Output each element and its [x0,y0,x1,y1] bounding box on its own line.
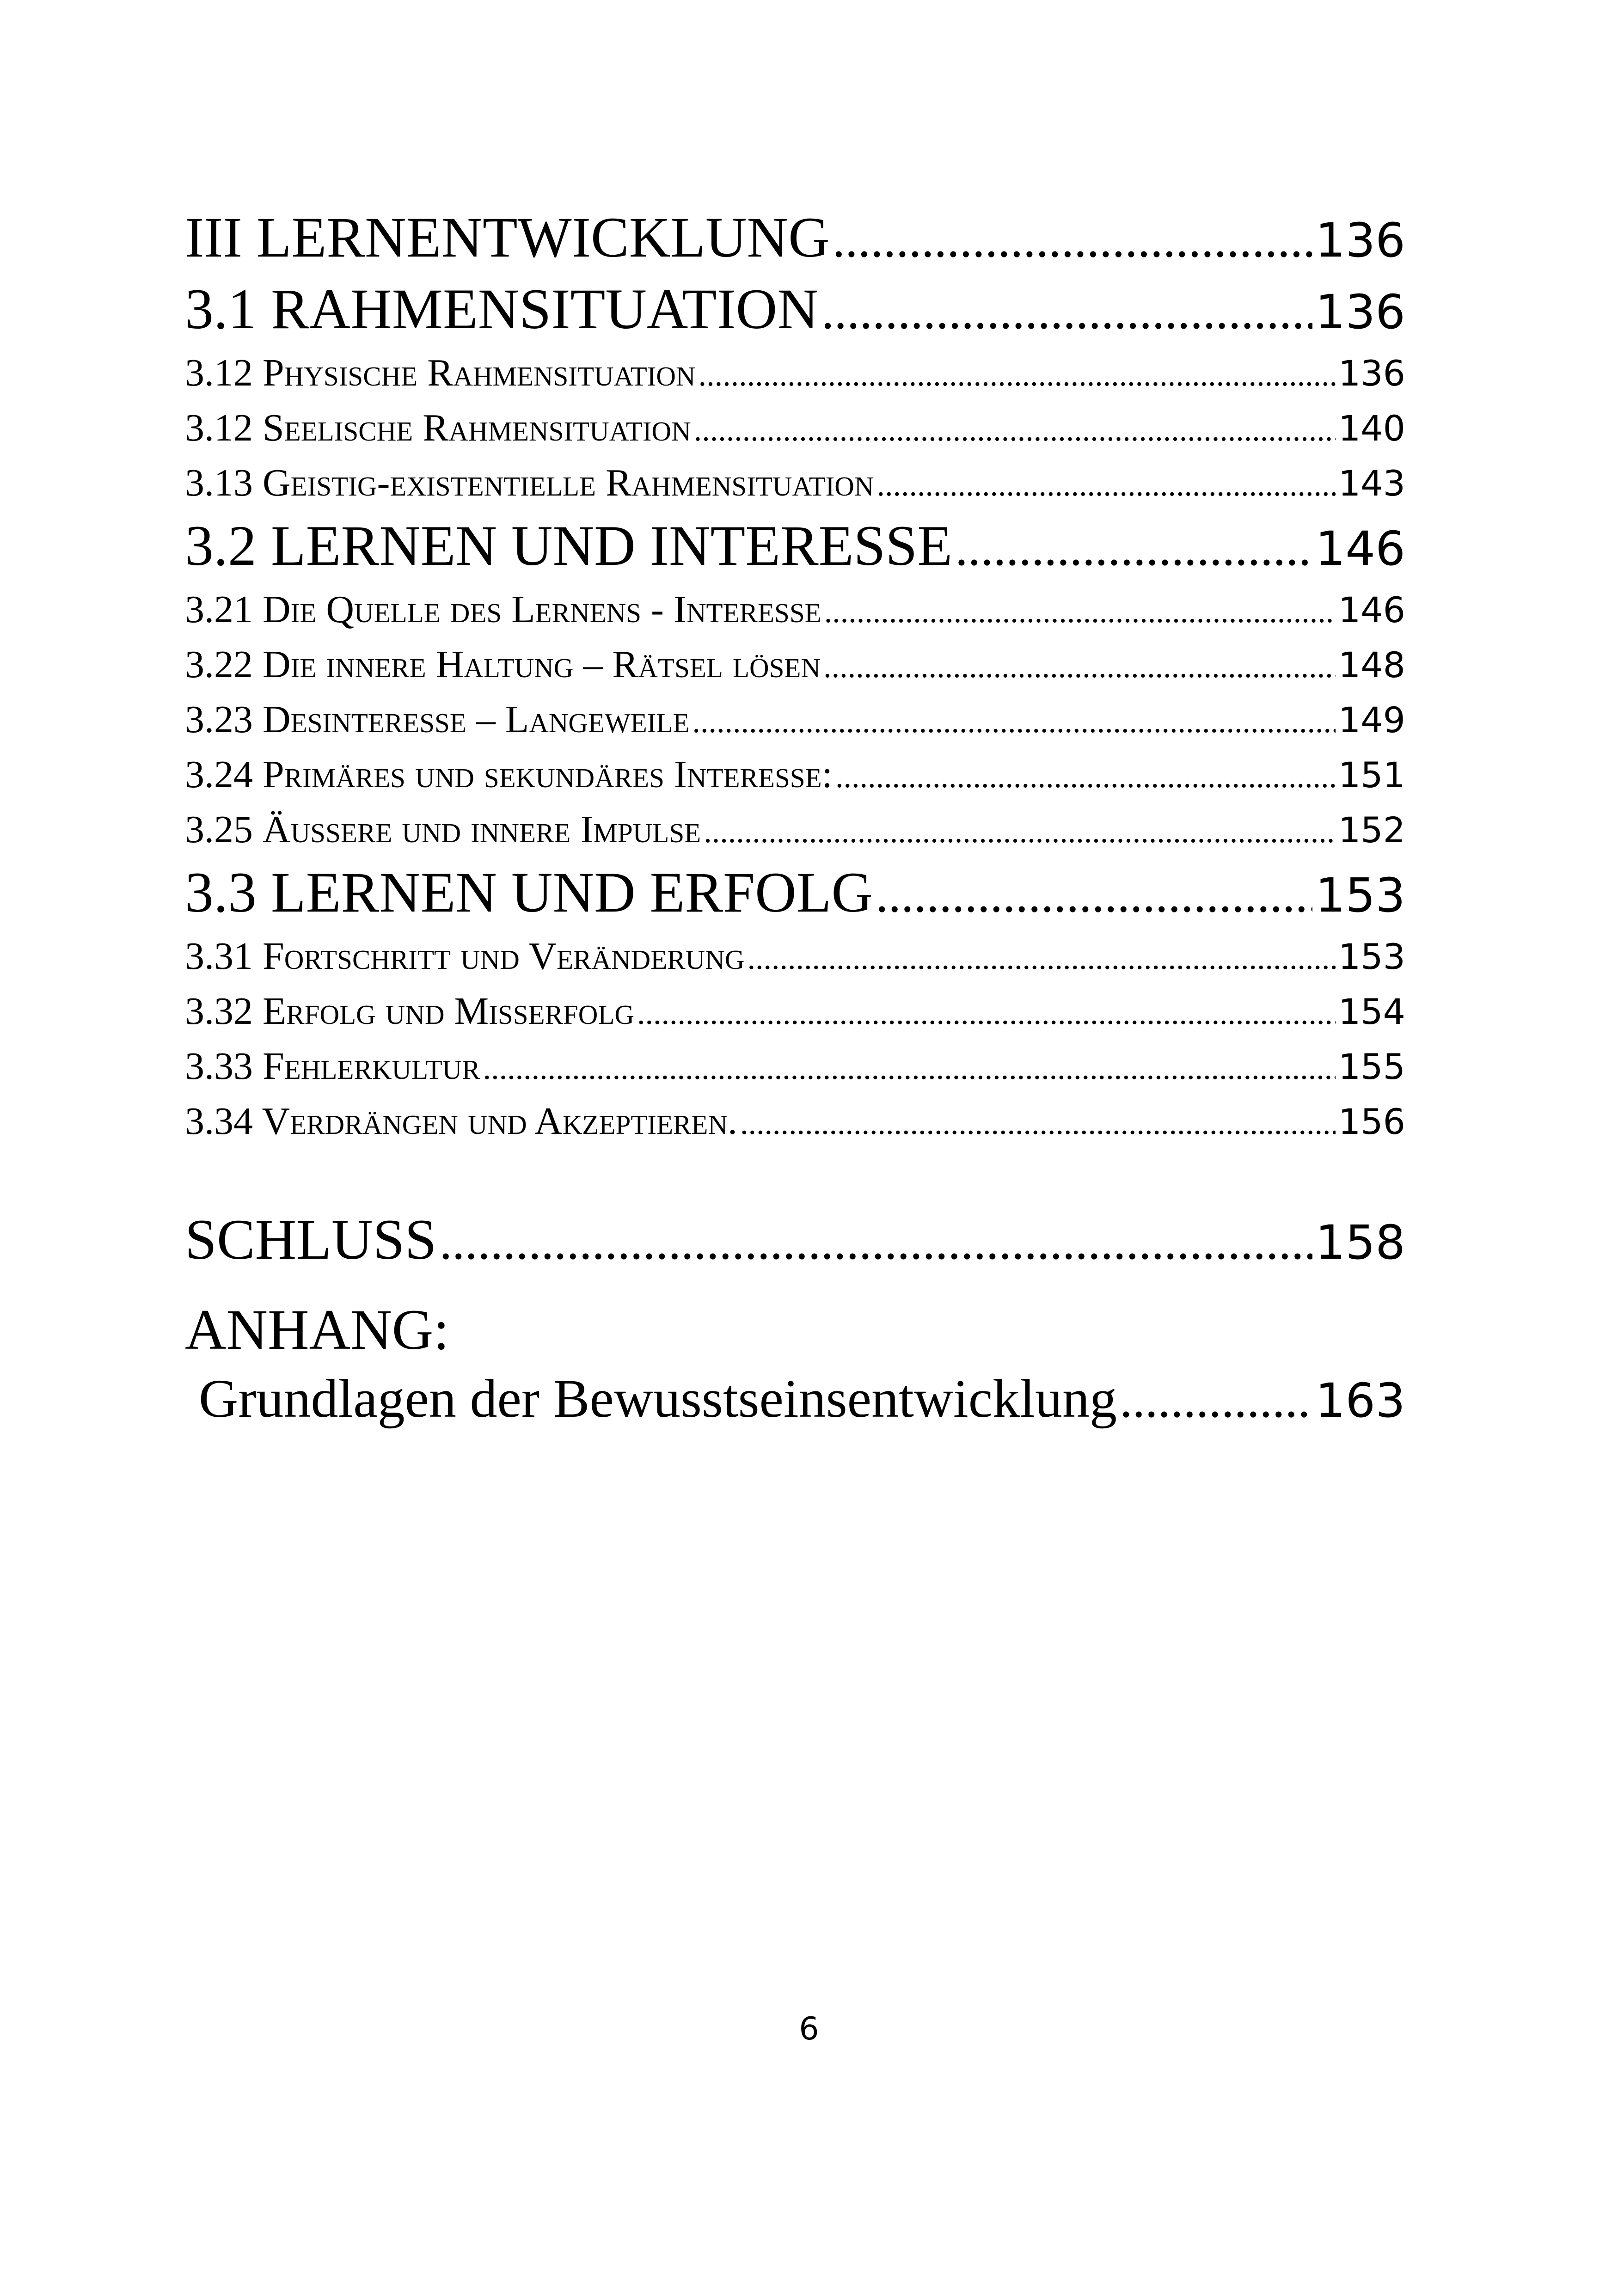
toc-entry-page: 163 [1315,1373,1405,1428]
toc-entry-page: 155 [1338,1046,1405,1087]
dot-leader [877,459,1336,512]
dot-leader [823,641,1336,693]
toc-entry-subsection[interactable] [185,402,1405,457]
toc-entry-label: 3.3 LERNEN UND ERFOLG [185,861,873,924]
toc-entry-label: 3.33 Fehlerkultur [185,1045,480,1088]
toc-entry-label: III LERNENTWICKLUNG [185,206,830,269]
dot-leader [876,860,1312,929]
toc-entry-section-3-1[interactable] [185,275,1405,347]
toc-entry-anhang[interactable] [185,1364,1405,1436]
toc-entry-label: 3.31 Fortschritt und Veränderung [185,935,745,978]
dot-leader [694,404,1336,457]
toc-entry-label: 3.1 RAHMENSITUATION [185,277,819,341]
toc-entry-label: SCHLUSS [185,1208,437,1271]
toc-entry-page: 156 [1338,1101,1405,1142]
toc-entry-subsection[interactable] [185,803,1405,858]
toc-entry-label: Grundlagen der Bewusstseinsentwicklung [199,1368,1117,1429]
toc-entry-subsection[interactable] [185,748,1405,803]
dot-leader [1120,1365,1312,1434]
dot-leader [693,696,1336,748]
toc-entry-page: 140 [1338,408,1405,449]
toc-entry-page: 146 [1338,589,1405,631]
toc-entry-page: 136 [1315,213,1405,268]
toc-entry-label: 3.34 Verdrängen und Akzeptieren. [185,1100,738,1143]
toc-entry-page: 154 [1338,991,1405,1032]
toc-entry-label: 3.23 Desinteresse – Langeweile [185,698,690,741]
toc-entry-subsection[interactable] [185,693,1405,748]
toc-entry-label: 3.22 Die innere Haltung – Rätsel lösen [185,643,821,686]
toc-entry-subsection[interactable] [185,638,1405,693]
toc-entry-page: 143 [1338,463,1405,504]
toc-entry-chapter-3[interactable] [185,203,1405,275]
dot-leader [699,349,1336,402]
toc-entry-page: 148 [1338,644,1405,686]
toc-entry-subsection[interactable] [185,347,1405,402]
toc-entry-label: 3.25 Äussere und innere Impulse [185,808,701,851]
dot-leader [833,205,1313,274]
toc-entry-schluss[interactable] [185,1206,1405,1277]
table-of-contents [185,203,1405,1436]
toc-entry-page: 146 [1315,521,1405,576]
toc-entry-label: 3.12 Seelische Rahmensituation [185,406,691,449]
toc-entry-section-3-2[interactable] [185,512,1405,583]
dot-leader [740,1097,1336,1150]
toc-entry-page: 153 [1338,936,1405,977]
dot-leader [955,514,1312,582]
dot-leader [821,277,1312,345]
dot-leader [824,586,1336,638]
page-number: 6 [799,2011,819,2047]
dot-leader [483,1042,1336,1095]
dot-leader [704,806,1336,858]
dot-leader [747,932,1336,985]
toc-entry-page: 158 [1315,1215,1405,1270]
toc-entry-subsection[interactable] [185,457,1405,512]
toc-entry-subsection[interactable] [185,583,1405,638]
toc-entry-subsection[interactable] [185,985,1405,1040]
toc-entry-section-3-3[interactable] [185,858,1405,930]
toc-entry-subsection[interactable] [185,1095,1405,1150]
anhang-heading: ANHANG: [185,1298,449,1361]
toc-entry-label: 3.2 LERNEN UND INTERESSE [185,514,953,577]
dot-leader [835,751,1336,803]
toc-entry-label: 3.32 Erfolg und Misserfolg [185,990,634,1033]
toc-entry-label: 3.21 Die Quelle des Lernens - Interesse [185,588,821,631]
toc-entry-subsection[interactable] [185,1040,1405,1095]
toc-entry-page: 153 [1315,868,1405,923]
dot-leader [439,1207,1312,1276]
toc-entry-page: 152 [1338,809,1405,851]
toc-entry-label: 3.24 Primäres und sekundäres Interesse: [185,753,833,796]
toc-entry-page: 136 [1315,285,1405,340]
spacer [185,1150,1405,1206]
toc-entry-label: 3.12 Physische Rahmensituation [185,351,696,394]
toc-entry-page: 136 [1338,353,1405,394]
toc-entry-page: 151 [1338,754,1405,796]
dot-leader [637,987,1336,1040]
toc-entry-subsection[interactable] [185,930,1405,985]
toc-entry-page: 149 [1338,699,1405,741]
toc-entry-label: 3.13 Geistig-existentielle Rahmensituation [185,461,874,504]
